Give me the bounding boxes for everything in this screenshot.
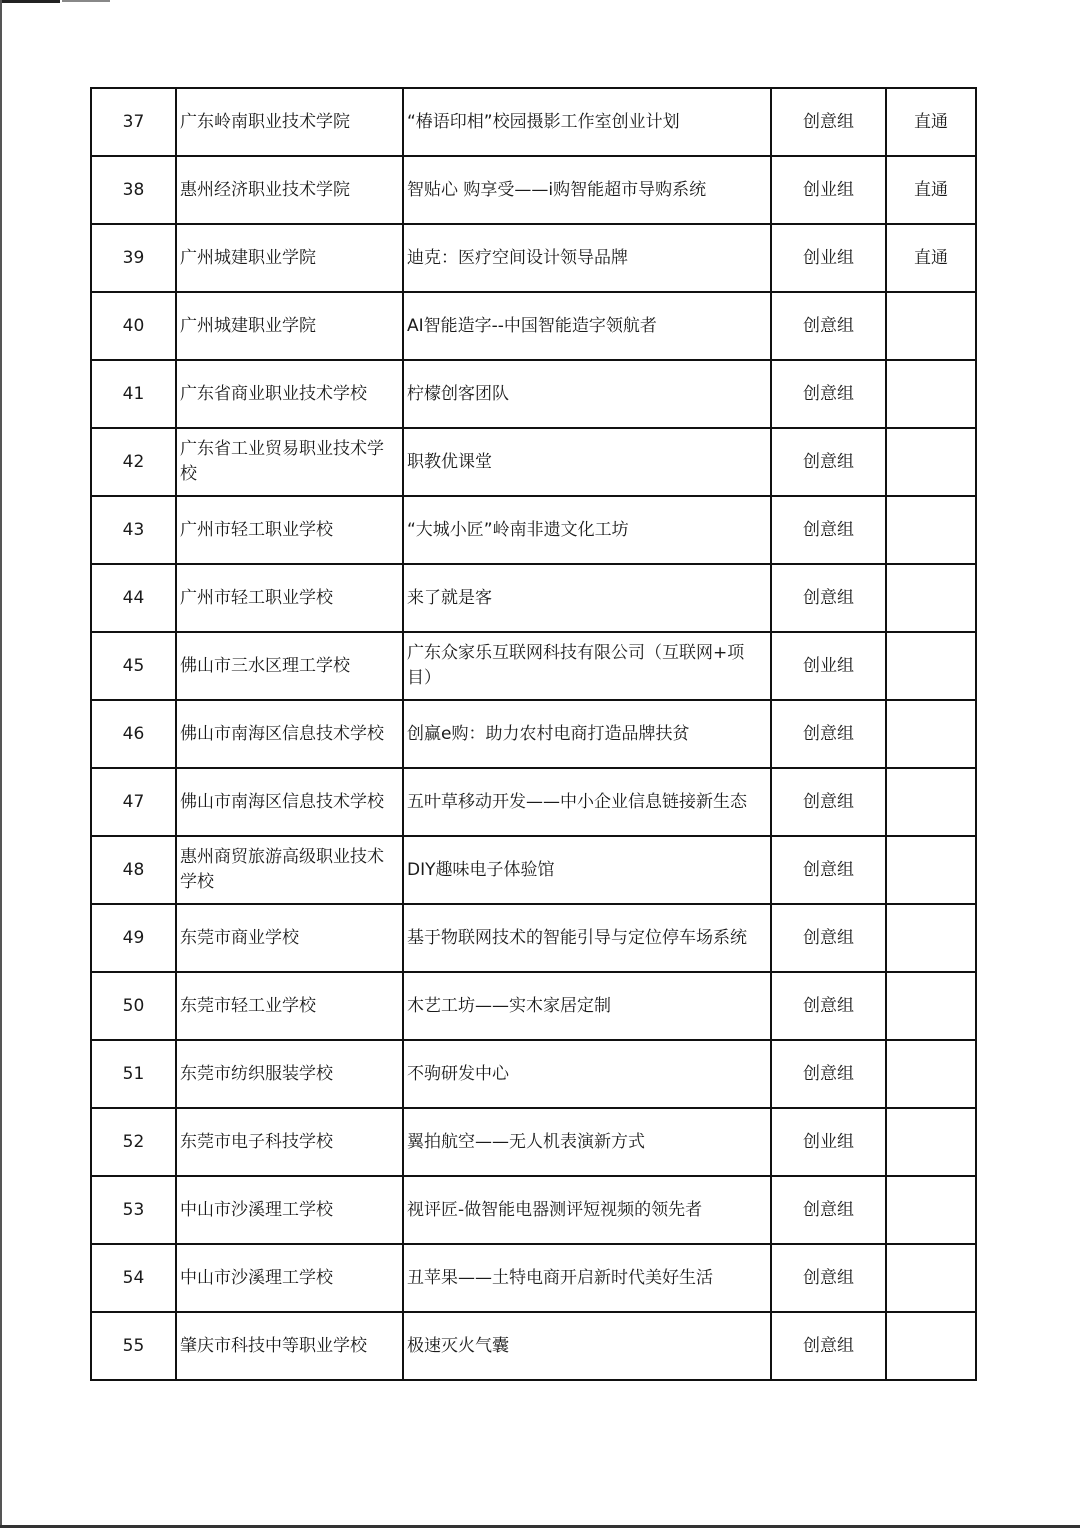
table-row [91,1176,976,1244]
advance-note [886,564,976,632]
group-type: 创意组 [771,564,886,632]
project-name: 木艺工坊——实木家居定制 [403,972,771,1040]
project-name: 广东众家乐互联网科技有限公司（互联网+项目） [403,632,771,700]
project-name: “椿语印相”校园摄影工作室创业计划 [403,88,771,156]
project-name: 创赢e购：助力农村电商打造品牌扶贫 [403,700,771,768]
row-number: 45 [91,632,176,700]
advance-note [886,1312,976,1380]
project-name: 丑苹果——土特电商开启新时代美好生活 [403,1244,771,1312]
project-name: 职教优课堂 [403,428,771,496]
school-name: 广州城建职业学院 [176,292,403,360]
row-number: 44 [91,564,176,632]
advance-note [886,428,976,496]
group-type: 创意组 [771,768,886,836]
row-number: 49 [91,904,176,972]
advance-note [886,632,976,700]
row-number: 38 [91,156,176,224]
row-number: 48 [91,836,176,904]
group-type: 创意组 [771,1176,886,1244]
group-type: 创意组 [771,1040,886,1108]
advance-note [886,1176,976,1244]
row-number: 50 [91,972,176,1040]
group-type: 创意组 [771,88,886,156]
school-name: 东莞市商业学校 [176,904,403,972]
school-name: 广东省商业职业技术学校 [176,360,403,428]
group-type: 创意组 [771,904,886,972]
advance-note [886,360,976,428]
project-name: 视评匠-做智能电器测评短视频的领先者 [403,1176,771,1244]
school-name: 中山市沙溪理工学校 [176,1244,403,1312]
school-name: 惠州商贸旅游高级职业技术学校 [176,836,403,904]
group-type: 创意组 [771,292,886,360]
advance-note [886,700,976,768]
row-number: 42 [91,428,176,496]
school-name: 佛山市南海区信息技术学校 [176,768,403,836]
row-number: 52 [91,1108,176,1176]
table-row [91,1040,976,1108]
table-row [91,88,976,156]
table-row [91,428,976,496]
advance-note [886,904,976,972]
group-type: 创意组 [771,972,886,1040]
advance-note: 直通 [886,224,976,292]
group-type: 创意组 [771,428,886,496]
advance-note: 直通 [886,156,976,224]
project-name: 智贴心 购享受——i购智能超市导购系统 [403,156,771,224]
table-row [91,904,976,972]
school-name: 佛山市南海区信息技术学校 [176,700,403,768]
scan-edge-mark [0,0,60,3]
row-number: 37 [91,88,176,156]
table-row [91,292,976,360]
advance-note [886,1040,976,1108]
table-body [91,88,976,1380]
advance-note [886,496,976,564]
scan-edge-mark [0,0,2,1528]
table-row [91,564,976,632]
row-number: 40 [91,292,176,360]
advance-note [886,972,976,1040]
table-row [91,700,976,768]
row-number: 53 [91,1176,176,1244]
advance-note [886,1244,976,1312]
school-name: 肇庆市科技中等职业学校 [176,1312,403,1380]
advance-note [886,292,976,360]
row-number: 55 [91,1312,176,1380]
table-row [91,224,976,292]
table-row [91,972,976,1040]
project-name: 柠檬创客团队 [403,360,771,428]
school-name: 东莞市轻工业学校 [176,972,403,1040]
project-name: 极速灭火气囊 [403,1312,771,1380]
group-type: 创意组 [771,1244,886,1312]
project-name: AI智能造字--中国智能造字领航者 [403,292,771,360]
scan-edge-mark [62,0,110,2]
school-name: 广州市轻工职业学校 [176,564,403,632]
row-number: 43 [91,496,176,564]
group-type: 创业组 [771,1108,886,1176]
row-number: 51 [91,1040,176,1108]
competition-results-table [90,87,977,1381]
table-row [91,768,976,836]
table-row [91,496,976,564]
table-row [91,1244,976,1312]
project-name: 不驹研发中心 [403,1040,771,1108]
group-type: 创业组 [771,156,886,224]
school-name: 佛山市三水区理工学校 [176,632,403,700]
group-type: 创业组 [771,632,886,700]
project-name: 基于物联网技术的智能引导与定位停车场系统 [403,904,771,972]
school-name: 广州市轻工职业学校 [176,496,403,564]
advance-note: 直通 [886,88,976,156]
row-number: 54 [91,1244,176,1312]
row-number: 47 [91,768,176,836]
row-number: 39 [91,224,176,292]
table-row [91,1108,976,1176]
school-name: 东莞市电子科技学校 [176,1108,403,1176]
advance-note [886,836,976,904]
school-name: 东莞市纺织服装学校 [176,1040,403,1108]
row-number: 46 [91,700,176,768]
advance-note [886,768,976,836]
project-name: DIY趣味电子体验馆 [403,836,771,904]
table-row [91,632,976,700]
project-name: “大城小匠”岭南非遗文化工坊 [403,496,771,564]
table-row [91,360,976,428]
table-row [91,156,976,224]
group-type: 创意组 [771,700,886,768]
row-number: 41 [91,360,176,428]
school-name: 惠州经济职业技术学院 [176,156,403,224]
school-name: 中山市沙溪理工学校 [176,1176,403,1244]
group-type: 创意组 [771,1312,886,1380]
group-type: 创意组 [771,360,886,428]
school-name: 广东岭南职业技术学院 [176,88,403,156]
school-name: 广州城建职业学院 [176,224,403,292]
project-name: 翼拍航空——无人机表演新方式 [403,1108,771,1176]
project-name: 五叶草移动开发——中小企业信息链接新生态 [403,768,771,836]
table-row [91,1312,976,1380]
group-type: 创意组 [771,836,886,904]
project-name: 迪克：医疗空间设计领导品牌 [403,224,771,292]
group-type: 创意组 [771,496,886,564]
table-row [91,836,976,904]
advance-note [886,1108,976,1176]
project-name: 来了就是客 [403,564,771,632]
group-type: 创业组 [771,224,886,292]
school-name: 广东省工业贸易职业技术学校 [176,428,403,496]
